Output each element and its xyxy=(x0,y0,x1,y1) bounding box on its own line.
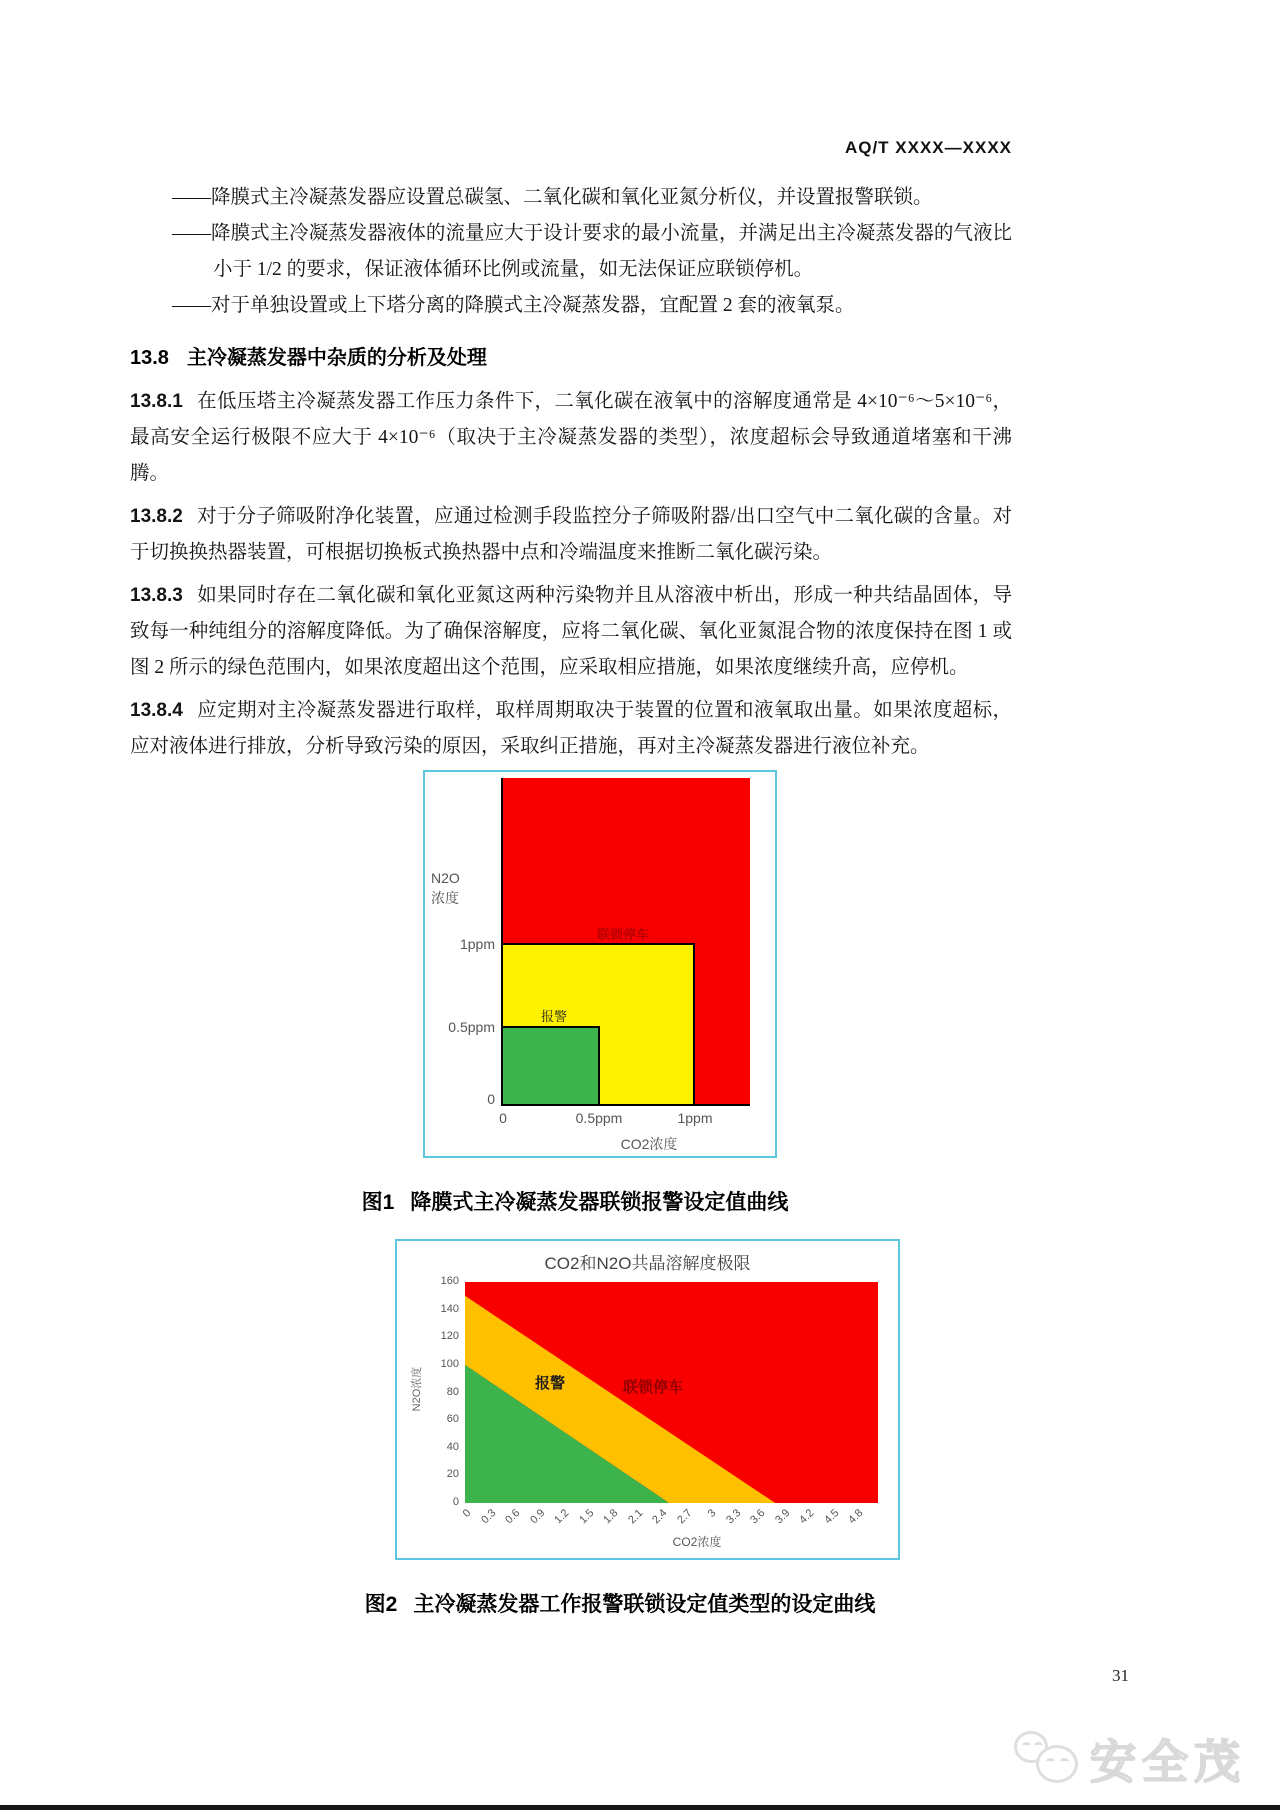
page-header-doc-number: AQ/T XXXX—XXXX xyxy=(844,138,1012,157)
figure1-caption-label: 图1 xyxy=(361,1191,395,1214)
y-tick-label: 40 xyxy=(446,1441,459,1453)
x-tick-label: 0 xyxy=(460,1507,474,1520)
y-tick-label: 0 xyxy=(487,1091,495,1107)
figure1-plot-area xyxy=(501,778,750,1106)
x-tick-label: 1.5 xyxy=(576,1507,596,1527)
large-bubble xyxy=(1036,1745,1078,1783)
x-tick-label: 1.8 xyxy=(601,1507,621,1527)
clause-text: 对于分子筛吸附净化装置，应通过检测手段监控分子筛吸附器/出口空气中二氧化碳的含量。对于切换换热器装置，可根据切换板式换热器中点和冷端温度来推断二氧化碳污染。 xyxy=(130,506,1012,563)
figure2-y-axis-title: N2O浓度 xyxy=(411,1366,423,1412)
clause-paragraph xyxy=(130,693,1012,765)
clause-number: 13.8.4 xyxy=(130,700,183,721)
chat-bubbles-icon xyxy=(1014,1729,1080,1789)
x-tick-label: 2.4 xyxy=(650,1507,670,1527)
section-number: 13.8 xyxy=(130,347,169,369)
figure1-panel xyxy=(423,770,777,1158)
alarm-region-label: 报警 xyxy=(535,1375,566,1392)
y-tick-label: 60 xyxy=(446,1413,459,1425)
figure2-caption-text: 主冷凝蒸发器工作报警联锁设定值类型的设定曲线 xyxy=(413,1593,876,1616)
x-tick-label: 3.6 xyxy=(748,1507,768,1527)
x-tick-label: 4.8 xyxy=(846,1507,866,1527)
figure1-caption xyxy=(130,1186,1020,1216)
watermark-logo xyxy=(1014,1728,1246,1790)
list-item: ——降膜式主冷凝蒸发器液体的流量应大于设计要求的最小流量，并满足出主冷凝蒸发器的气液比小于 1/2 的要求，保证液体循环比例或流量，如无法保证应联锁停机。 xyxy=(172,223,1012,280)
figure1-x-axis-title: CO2浓度 xyxy=(620,1136,678,1152)
normal-region-green xyxy=(503,1026,600,1104)
x-tick-label: 1.2 xyxy=(552,1507,572,1527)
y-tick-label: 140 xyxy=(440,1303,459,1315)
x-tick-label: 0.3 xyxy=(478,1507,498,1527)
clause-number: 13.8.3 xyxy=(130,585,183,606)
list-item: ——降膜式主冷凝蒸发器应设置总碳氢、二氧化碳和氧化亚氮分析仪，并设置报警联锁。 xyxy=(172,187,933,208)
dash-list xyxy=(130,180,1012,324)
bottom-edge-bar xyxy=(0,1805,1280,1810)
watermark-text: 安全茂 xyxy=(1090,1736,1246,1788)
clause-text: 应定期对主冷凝蒸发器进行取样，取样周期取决于装置的位置和液氧取出量。如果浓度超标，应对液体进行排放，分析导致污染的原因，采取纠正措施，再对主冷凝蒸发器进行液位补充。 xyxy=(130,700,1012,757)
page-number: 31 xyxy=(1112,1666,1129,1685)
figure2-caption xyxy=(170,1588,1070,1618)
y-tick-label: 20 xyxy=(446,1468,459,1480)
figure2-chart-title: CO2和N2O共晶溶解度极限 xyxy=(544,1254,751,1273)
document-body xyxy=(130,180,1012,765)
clause-text: 在低压塔主冷凝蒸发器工作压力条件下，二氧化碳在液氧中的溶解度通常是 4×10⁻⁶～5×10⁻⁶，最高安全运行极限不应大于 4×10⁻⁶（取决于主冷凝蒸发器的类型），浓度超标会导致通道堵塞和干沸腾。 xyxy=(130,391,1012,484)
x-tick-label: 0.6 xyxy=(503,1507,523,1527)
figure2-panel xyxy=(395,1239,900,1560)
x-tick-label: 0.9 xyxy=(527,1507,547,1527)
x-tick-label: 2.7 xyxy=(674,1507,694,1527)
section-title: 主冷凝蒸发器中杂质的分析及处理 xyxy=(186,347,487,369)
clause-paragraph xyxy=(130,384,1012,492)
x-tick-label: 4.2 xyxy=(797,1507,817,1527)
figure1-caption-text: 降膜式主冷凝蒸发器联锁报警设定值曲线 xyxy=(410,1191,789,1214)
x-tick-label: 3.9 xyxy=(772,1507,792,1527)
y-tick-label: 80 xyxy=(446,1386,459,1398)
y-tick-label: 160 xyxy=(440,1275,459,1287)
section-heading xyxy=(130,344,1012,372)
x-tick-label: 3.3 xyxy=(723,1507,743,1527)
figure1-y-axis-title: N2O 浓度 xyxy=(431,870,460,906)
alarm-region-label: 报警 xyxy=(541,1009,568,1024)
clause-paragraph xyxy=(130,499,1012,571)
x-tick-label: 4.5 xyxy=(821,1507,841,1527)
y-tick-label: 120 xyxy=(440,1330,459,1342)
y-tick-label: 0.5ppm xyxy=(448,1019,495,1035)
figure2-plot-area xyxy=(465,1282,878,1503)
x-tick-label: 0.5ppm xyxy=(575,1110,623,1126)
y-tick-label: 1ppm xyxy=(459,936,495,952)
x-tick-label: 1ppm xyxy=(677,1110,713,1126)
list-item: ——对于单独设置或上下塔分离的降膜式主冷凝蒸发器，宜配置 2 套的液氧泵。 xyxy=(172,295,855,316)
y-tick-label: 0 xyxy=(452,1496,459,1508)
clause-paragraph xyxy=(130,578,1012,686)
trip-region-label: 联锁停车 xyxy=(623,1379,684,1396)
clause-number: 13.8.2 xyxy=(130,506,183,527)
x-tick-label: 0 xyxy=(499,1110,507,1126)
clause-number: 13.8.1 xyxy=(130,391,183,412)
figure2-caption-label: 图2 xyxy=(364,1593,398,1616)
y-tick-label: 100 xyxy=(440,1358,459,1370)
figure2-x-axis-title: CO2浓度 xyxy=(672,1535,722,1549)
clause-text: 如果同时存在二氧化碳和氧化亚氮这两种污染物并且从溶液中析出，形成一种共结晶固体，导致每一种纯组分的溶解度降低。为了确保溶解度，应将二氧化碳、氧化亚氮混合物的浓度保持在图 1 或图 2 所示的绿色范围内，如果浓度超出这个范围，应采取相应措施，如果浓度继续升高，应停机。 xyxy=(130,585,1012,678)
x-tick-label: 3 xyxy=(705,1507,719,1520)
x-tick-label: 2.1 xyxy=(625,1507,645,1527)
trip-region-label: 联锁停车 xyxy=(597,927,650,942)
